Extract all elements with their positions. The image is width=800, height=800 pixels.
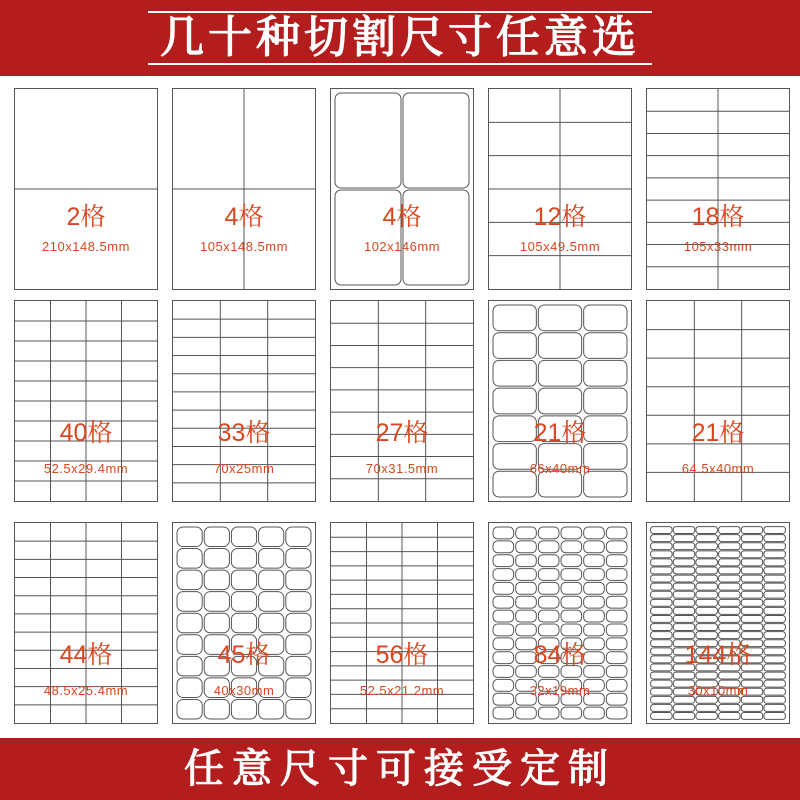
- label-cell: [651, 591, 672, 598]
- label-sheet: [14, 88, 158, 290]
- label-cell: [651, 575, 672, 582]
- label-cell: [584, 527, 605, 539]
- label-cell: [651, 624, 672, 631]
- label-count: 84格: [533, 641, 587, 669]
- label-cell: [516, 569, 537, 581]
- label-count: 21格: [533, 419, 587, 447]
- label-cell: [719, 575, 740, 582]
- label-cell: [493, 388, 536, 414]
- label-cell: [741, 559, 762, 566]
- label-cell: [719, 591, 740, 598]
- label-cell: [259, 592, 284, 612]
- label-cell: [584, 305, 627, 331]
- label-cell: [741, 535, 762, 542]
- label-sheet: [646, 300, 790, 502]
- label-cell: [538, 388, 581, 414]
- label-cell: [741, 543, 762, 550]
- label-cell: [673, 591, 694, 598]
- label-cell: [696, 583, 717, 590]
- label-size: 32x19mm: [529, 683, 591, 698]
- label-size: 105x49.5mm: [519, 239, 601, 254]
- label-cell: [516, 582, 537, 594]
- label-cell: [673, 575, 694, 582]
- label-cell: [651, 551, 672, 558]
- label-size: 30x10mm: [687, 683, 749, 698]
- bottom-banner: [0, 738, 800, 800]
- label-cell: [177, 527, 202, 547]
- label-cell: [286, 570, 311, 590]
- label-cell: [493, 582, 514, 594]
- label-cell: [493, 707, 514, 719]
- label-cell: [741, 567, 762, 574]
- label-cell: [651, 616, 672, 623]
- label-cell: [584, 360, 627, 386]
- label-cell: [561, 527, 582, 539]
- label-cell: [538, 610, 559, 622]
- label-cell: [204, 549, 229, 569]
- label-count: 4格: [224, 203, 264, 231]
- label-cell: [606, 569, 627, 581]
- label-cell: [651, 583, 672, 590]
- label-cell: [606, 582, 627, 594]
- label-cell: [584, 333, 627, 359]
- label-cell: [516, 707, 537, 719]
- label-layout-diagram: [647, 89, 789, 289]
- label-cell: [719, 583, 740, 590]
- label-cell: [584, 569, 605, 581]
- label-cell: [538, 596, 559, 608]
- label-cell: [561, 596, 582, 608]
- label-sheet: [330, 88, 474, 290]
- label-cell: [673, 583, 694, 590]
- label-cell: [741, 583, 762, 590]
- label-cell: [584, 707, 605, 719]
- label-cell: [606, 555, 627, 567]
- label-cell: [651, 527, 672, 534]
- label-size: 105x33mm: [683, 239, 753, 254]
- label-count: 2格: [66, 203, 106, 231]
- label-cell: [673, 527, 694, 534]
- label-cell: [231, 549, 256, 569]
- label-cell: [696, 567, 717, 574]
- label-cell: [719, 704, 740, 711]
- label-sheet: [172, 522, 316, 724]
- label-cell: [561, 569, 582, 581]
- label-cell: [673, 551, 694, 558]
- label-cell: [493, 541, 514, 553]
- label-cell: [764, 672, 785, 679]
- label-sheet: [172, 300, 316, 502]
- label-cell: [764, 559, 785, 566]
- label-count: 18格: [691, 203, 745, 231]
- label-cell: [231, 699, 256, 719]
- label-cell: [741, 599, 762, 606]
- label-cell: [719, 599, 740, 606]
- label-cell: [561, 541, 582, 553]
- label-count: 12格: [533, 203, 587, 231]
- label-cell: [719, 672, 740, 679]
- label-cell: [651, 535, 672, 542]
- label-cell: [286, 699, 311, 719]
- label-cell: [651, 713, 672, 720]
- label-cell: [259, 699, 284, 719]
- label-cell: [493, 333, 536, 359]
- label-cell: [696, 543, 717, 550]
- label-cell: [538, 569, 559, 581]
- label-cell: [696, 713, 717, 720]
- label-size: 64.5x40mm: [681, 461, 755, 476]
- label-cell: [741, 607, 762, 614]
- banner-title: 几十种切割尺寸任意选: [148, 11, 652, 66]
- banner-footer-text: 任意尺寸可接受定制: [184, 746, 616, 792]
- label-cell: [719, 713, 740, 720]
- label-cell: [673, 543, 694, 550]
- label-cell: [764, 713, 785, 720]
- label-cell: [204, 527, 229, 547]
- label-cell: [493, 527, 514, 539]
- label-cell: [673, 535, 694, 542]
- label-cell: [538, 333, 581, 359]
- label-cell: [764, 535, 785, 542]
- label-sheet: [646, 88, 790, 290]
- label-cell: [673, 567, 694, 574]
- label-size: 105x148.5mm: [200, 239, 288, 254]
- label-cell: [764, 583, 785, 590]
- label-cell: [673, 672, 694, 679]
- label-cell: [764, 616, 785, 623]
- label-cell: [538, 707, 559, 719]
- label-cell: [584, 596, 605, 608]
- label-cell: [403, 93, 469, 188]
- label-cell: [696, 672, 717, 679]
- label-cell: [606, 707, 627, 719]
- label-cell: [719, 616, 740, 623]
- label-cell: [259, 613, 284, 633]
- label-cell: [719, 559, 740, 566]
- label-cell: [516, 555, 537, 567]
- label-cell: [764, 599, 785, 606]
- label-cell: [764, 567, 785, 574]
- label-cell: [651, 543, 672, 550]
- label-cell: [764, 704, 785, 711]
- label-cell: [259, 527, 284, 547]
- label-sheet: [172, 88, 316, 290]
- label-cell: [538, 555, 559, 567]
- label-cell: [335, 93, 401, 188]
- label-size: 70x25mm: [213, 461, 275, 476]
- label-cell: [696, 599, 717, 606]
- label-cell: [741, 704, 762, 711]
- label-cell: [719, 607, 740, 614]
- label-cell: [741, 616, 762, 623]
- label-cell: [741, 624, 762, 631]
- label-cell: [719, 551, 740, 558]
- label-size: 52.5x21.2mm: [359, 683, 445, 698]
- label-cell: [177, 592, 202, 612]
- label-cell: [493, 569, 514, 581]
- top-banner: [0, 0, 800, 76]
- label-cell: [561, 555, 582, 567]
- label-cell: [719, 527, 740, 534]
- label-cell: [696, 527, 717, 534]
- label-cell: [741, 672, 762, 679]
- label-cell: [584, 555, 605, 567]
- label-cell: [561, 610, 582, 622]
- label-cell: [696, 616, 717, 623]
- label-size: 70x31.5mm: [365, 461, 439, 476]
- label-cell: [204, 592, 229, 612]
- label-cell: [764, 551, 785, 558]
- label-count: 45格: [217, 641, 271, 669]
- label-cell: [651, 672, 672, 679]
- label-count: 40格: [59, 419, 113, 447]
- label-cell: [286, 592, 311, 612]
- label-cell: [696, 575, 717, 582]
- label-count: 144格: [684, 641, 752, 669]
- label-cell: [719, 535, 740, 542]
- label-cell: [177, 699, 202, 719]
- label-cell: [741, 575, 762, 582]
- label-cell: [651, 599, 672, 606]
- label-size: 210x148.5mm: [42, 239, 130, 254]
- label-cell: [651, 567, 672, 574]
- label-count: 33格: [217, 419, 271, 447]
- label-cell: [719, 567, 740, 574]
- label-cell: [651, 704, 672, 711]
- label-cell: [584, 541, 605, 553]
- label-count: 44格: [59, 641, 113, 669]
- label-cell: [696, 624, 717, 631]
- label-cell: [493, 305, 536, 331]
- label-cell: [177, 570, 202, 590]
- label-cell: [204, 699, 229, 719]
- label-cell: [516, 610, 537, 622]
- label-cell: [177, 613, 202, 633]
- label-size: 102x146mm: [363, 239, 441, 254]
- label-cell: [651, 607, 672, 614]
- label-cell: [673, 713, 694, 720]
- label-cell: [696, 559, 717, 566]
- label-cell: [493, 610, 514, 622]
- label-cell: [204, 570, 229, 590]
- label-cell: [516, 527, 537, 539]
- label-cell: [673, 607, 694, 614]
- label-cell: [606, 596, 627, 608]
- label-cell: [231, 613, 256, 633]
- label-layout-diagram: [173, 89, 315, 289]
- label-cell: [538, 305, 581, 331]
- label-cell: [584, 610, 605, 622]
- label-cell: [204, 613, 229, 633]
- label-sheet: [14, 522, 158, 724]
- label-cell: [696, 591, 717, 598]
- label-cell: [673, 616, 694, 623]
- label-count: 21格: [691, 419, 745, 447]
- label-cell: [741, 713, 762, 720]
- label-cell: [286, 613, 311, 633]
- label-layout-diagram: [15, 89, 157, 289]
- label-cell: [538, 527, 559, 539]
- label-cell: [741, 527, 762, 534]
- label-cell: [538, 582, 559, 594]
- label-cell: [516, 541, 537, 553]
- label-cell: [606, 610, 627, 622]
- label-count: 4格: [382, 203, 422, 231]
- label-cell: [516, 596, 537, 608]
- label-cell: [764, 624, 785, 631]
- label-sheet: [330, 300, 474, 502]
- label-cell: [259, 549, 284, 569]
- label-cell: [231, 527, 256, 547]
- label-cell: [673, 599, 694, 606]
- label-cell: [673, 559, 694, 566]
- label-size: 48.5x25.4mm: [43, 683, 129, 698]
- label-count: 56格: [375, 641, 429, 669]
- label-cell: [493, 360, 536, 386]
- label-cell: [286, 549, 311, 569]
- label-cell: [719, 624, 740, 631]
- label-cell: [538, 541, 559, 553]
- label-layout-diagram: [331, 89, 473, 289]
- label-cell: [673, 704, 694, 711]
- label-cell: [696, 535, 717, 542]
- label-sheet: [646, 522, 790, 724]
- label-size: 66x40mm: [529, 461, 591, 476]
- label-cell: [764, 543, 785, 550]
- label-cell: [493, 596, 514, 608]
- label-cell: [764, 527, 785, 534]
- label-sheet: [14, 300, 158, 502]
- label-cell: [764, 575, 785, 582]
- label-cell: [606, 541, 627, 553]
- label-sheet-grid: [0, 76, 800, 738]
- label-sheet: [488, 522, 632, 724]
- label-cell: [719, 543, 740, 550]
- label-cell: [286, 527, 311, 547]
- label-cell: [741, 551, 762, 558]
- label-cell: [696, 607, 717, 614]
- label-cell: [696, 704, 717, 711]
- label-cell: [606, 527, 627, 539]
- label-size: 52.5x29.4mm: [43, 461, 129, 476]
- label-sheet: [488, 88, 632, 290]
- label-cell: [764, 607, 785, 614]
- label-size: 40x30mm: [213, 683, 275, 698]
- label-cell: [231, 592, 256, 612]
- label-cell: [231, 570, 256, 590]
- label-layout-diagram: [489, 89, 631, 289]
- label-cell: [493, 555, 514, 567]
- label-count: 27格: [375, 419, 429, 447]
- label-sheet: [488, 300, 632, 502]
- label-cell: [561, 582, 582, 594]
- label-cell: [741, 591, 762, 598]
- label-cell: [696, 551, 717, 558]
- label-cell: [259, 570, 284, 590]
- label-cell: [764, 591, 785, 598]
- label-cell: [673, 624, 694, 631]
- label-cell: [561, 707, 582, 719]
- label-cell: [584, 582, 605, 594]
- label-cell: [538, 360, 581, 386]
- label-cell: [584, 388, 627, 414]
- label-sheet: [330, 522, 474, 724]
- label-cell: [651, 559, 672, 566]
- label-cell: [177, 549, 202, 569]
